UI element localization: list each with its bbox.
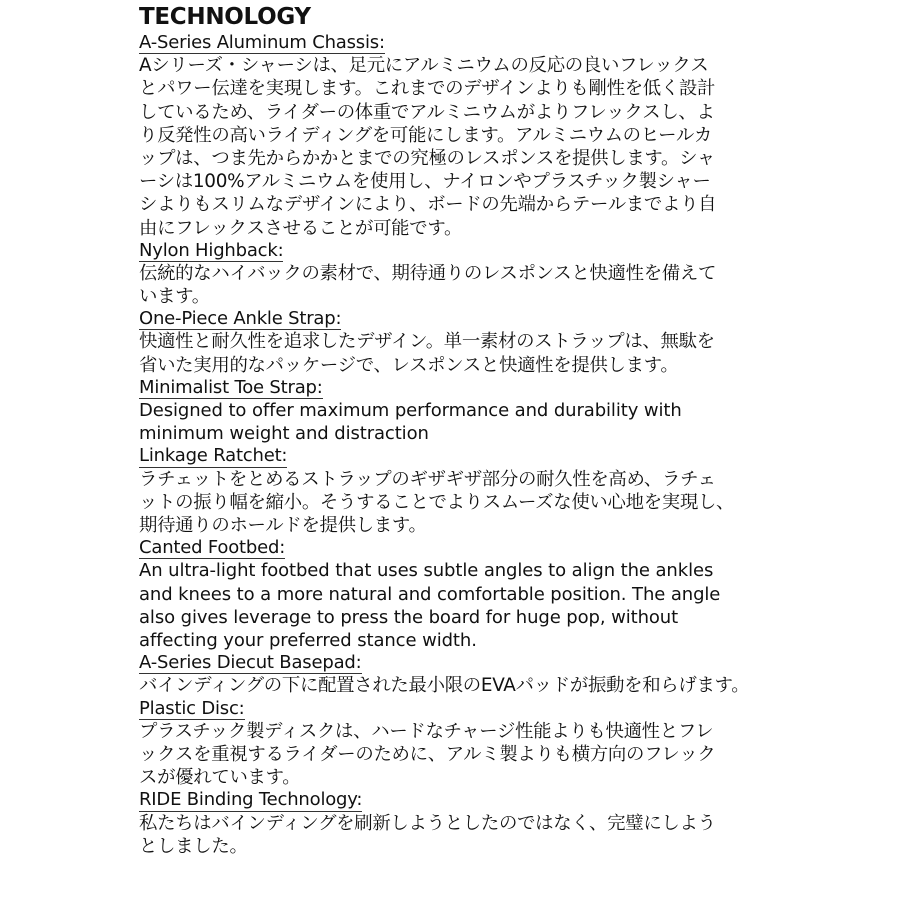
section-aluminum-chassis: [139, 32, 769, 240]
section-body: [139, 262, 769, 308]
body-line: バインディングの下に配置された最小限のEVAパッドが振動を和らげます。: [139, 675, 750, 697]
body-line: also gives leverage to press the board for huge pop, without: [139, 606, 679, 628]
section-heading: A-Series Diecut Basepad:: [139, 652, 362, 674]
section-linkage-ratchet: [139, 445, 769, 537]
body-line: and knees to a more natural and comfortable position. The angle: [139, 583, 721, 605]
body-line: ップは、つま先からかかとまでの究極のレスポンスを提供します。シャ: [139, 147, 715, 169]
body-line: 快適性と耐久性を追求したデザイン。単一素材のストラップは、無駄を: [139, 331, 715, 353]
section-body: [139, 720, 769, 790]
section-nylon-highback: [139, 240, 769, 309]
body-line: 期待通りのホールドを提供します。: [139, 515, 427, 537]
section-heading: Minimalist Toe Strap:: [139, 376, 323, 398]
section-canted-footbed: [139, 537, 769, 652]
section-body: [139, 674, 769, 697]
body-line: ックスを重視するライダーのために、アルミ製よりも横方向のフレック: [139, 743, 716, 765]
body-line: Aシリーズ・シャーシは、足元にアルミニウムの反応の良いフレックス: [139, 55, 709, 77]
body-line: 伝統的なハイバックの素材で、期待通りのレスポンスと快適性を備えて: [139, 262, 717, 284]
body-line: Designed to offer maximum performance and durability with: [139, 400, 682, 422]
body-line: 由にフレックスさせることが可能です。: [139, 217, 463, 239]
body-line: An ultra-light footbed that uses subtle angles to align the ankles: [139, 560, 714, 582]
body-line: ラチェットをとめるストラップのギザギザ部分の耐久性を高め、ラチェ: [139, 468, 716, 490]
page-title: TECHNOLOGY: [139, 4, 311, 30]
section-body: [139, 399, 769, 445]
section-heading: One-Piece Ankle Strap:: [139, 308, 342, 330]
body-line: います。: [139, 286, 210, 308]
section-diecut-basepad: [139, 652, 769, 697]
section-body: [139, 468, 769, 538]
body-line: minimum weight and distraction: [139, 423, 429, 445]
body-line: り反発性の高いライディングを可能にします。アルミニウムのヒールカ: [139, 124, 713, 146]
section-plastic-disc: [139, 698, 769, 790]
body-line: スが優れています。: [139, 767, 301, 789]
body-line: ットの振り幅を縮小。そうすることでよりスムーズな使い心地を実現し、: [139, 491, 735, 513]
section-binding-technology: [139, 789, 769, 858]
section-body: [139, 54, 769, 240]
body-line: 省いた実用的なパッケージで、レスポンスと快適性を提供します。: [139, 354, 679, 376]
body-line: ーシは100%アルミニウムを使用し、ナイロンやプラスチック製シャー: [139, 171, 711, 193]
section-heading: Nylon Highback:: [139, 239, 284, 261]
body-line: affecting your preferred stance width.: [139, 629, 477, 651]
technology-document: [139, 2, 769, 858]
section-heading: Canted Footbed:: [139, 537, 286, 559]
section-heading: A-Series Aluminum Chassis:: [139, 32, 385, 53]
section-body: [139, 559, 769, 652]
body-line: としました。: [139, 835, 248, 857]
section-heading: Linkage Ratchet:: [139, 445, 288, 467]
body-line: プラスチック製ディスクは、ハードなチャージ性能よりも快適性とフレ: [139, 720, 714, 742]
section-body: [139, 812, 769, 858]
section-toe-strap: [139, 377, 769, 446]
body-line: しているため、ライダーの体重でアルミニウムがよりフレックスし、よ: [139, 101, 715, 123]
section-ankle-strap: [139, 308, 769, 377]
section-heading: Plastic Disc:: [139, 697, 245, 719]
body-line: とパワー伝達を実現します。これまでのデザインよりも剛性を低く設計: [139, 78, 716, 100]
body-line: 私たちはバインディングを刷新しようとしたのではなく、完璧にしよう: [139, 812, 716, 834]
body-line: シよりもスリムなデザインにより、ボードの先端からテールまでより自: [139, 194, 717, 216]
section-body: [139, 330, 769, 376]
section-heading: RIDE Binding Technology:: [139, 789, 363, 811]
